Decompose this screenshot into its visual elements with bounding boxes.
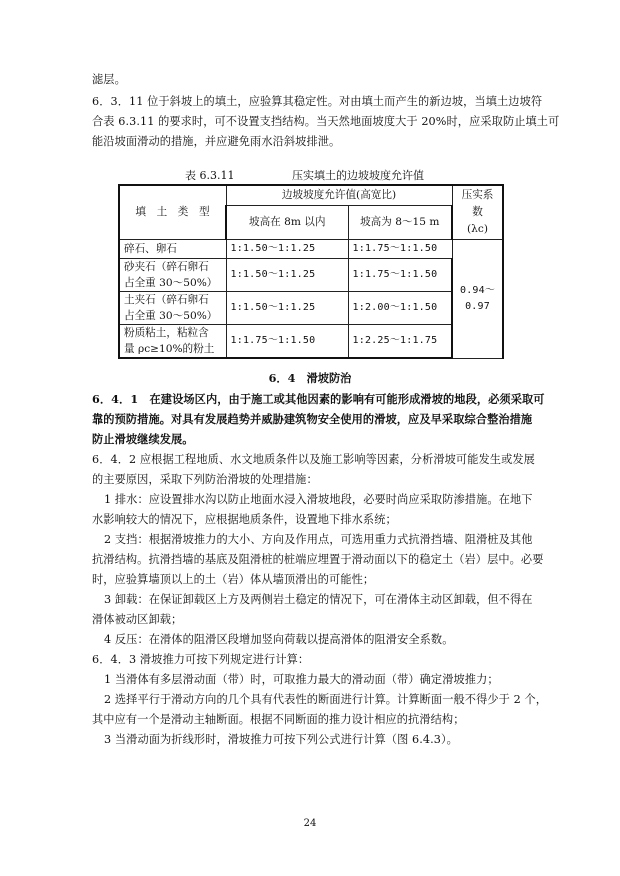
page-number: 24 [303,818,317,829]
header-coefficient [452,185,503,239]
table-cell-soil [119,324,226,358]
header-coefficient-label: 压实系数 [461,188,494,218]
section-title: 6．4 滑坡防治 [268,371,352,385]
soil-line: 粉质粘土，粘粒含 [124,326,209,339]
text-line: 合表 6.3.11 的要求时，可不设置支挡结构。当天然地面坡度大于 20%时，应采取防止填土可 [92,115,560,128]
soil-line: 占全重 30～50%） [124,309,218,322]
text-line: 4 反压：在滑体的阻滑区段增加竖向荷载以提高滑体的阻滑安全系数。 [104,633,454,646]
table-cell-soil [119,258,226,291]
table-cell-slope: 1:1.75～1:1.50 [226,324,348,358]
header-coefficient-symbol: (λc) [467,222,488,235]
table-number: 表 6.3.11 [185,169,235,182]
text-line: 防止滑坡继续发展。 [92,432,194,446]
text-line: 滑体被动区卸载； [92,613,183,626]
text-line: 6．4．2 应根据工程地质、水文地质条件以及施工影响等因素，分析滑坡可能发生或发展 [92,453,535,466]
table-cell-slope: 1:2.00～1:1.50 [348,291,452,324]
text-line: 2 选择平行于滑动方向的几个具有代表性的断面进行计算。计算断面一般不得少于 2 个， [104,693,548,706]
text-line: 抗滑结构。抗滑挡墙的基底及阻滑桩的桩端应埋置于滑动面以下的稳定土（岩）层中。必要 [92,553,544,566]
table-cell-slope: 1:1.75～1:1.50 [348,258,452,291]
text-line: 3 卸载：在保证卸载区上方及两侧岩土稳定的情况下，可在滑体主动区卸载，但不得在 [104,593,533,606]
header-height-8-15m: 坡高为 8～15 m [348,205,452,239]
table-cell-slope: 1:1.50～1:1.25 [226,258,348,291]
header-slope-group: 边坡坡度允许值(高宽比) [226,185,452,205]
soil-line: 土夹石（碎石卵石 [124,293,209,306]
text-line: 6．4．3 滑坡推力可按下列规定进行计算： [92,653,310,666]
text-line: 6．3．11 位于斜坡上的填土，应验算其稳定性。对由填土而产生的新边坡，当填土边坡符 [92,95,543,108]
text-line: 时，应验算墙顶以上的土（岩）体从墙顶滑出的可能性； [92,573,375,586]
slope-table [118,184,504,359]
text-line: 2 支挡：根据滑坡推力的大小、方向及作用点，可选用重力式抗滑挡墙、阻滑桩及其他 [104,533,533,546]
text-line: 靠的预防措施。对具有发展趋势并威胁建筑物安全使用的滑坡，应及早采取综合整治措施 [92,412,533,426]
text-line: 6．4．1 在建设场区内，由于施工或其他因素的影响有可能形成滑坡的地段，必须采取可 [92,392,545,406]
table-cell-soil: 碎石、卵石 [119,239,226,258]
text-line: 的主要原因，采取下列防治滑坡的处理措施： [92,473,318,486]
text-line: 其中应有一个是滑动主轴断面。根据不同断面的推力设计相应的抗滑结构； [92,713,465,726]
table-cell-slope: 1:1.75～1:1.50 [348,239,452,258]
table-cell-soil [119,291,226,324]
table-cell-coefficient [452,239,503,358]
table-cell-slope: 1:1.50～1:1.25 [226,239,348,258]
text-line: 1 排水：应设置排水沟以防止地面水浸入滑坡地段，必要时尚应采取防渗措施。在地下 [104,493,533,506]
table-title: 压实填土的边坡坡度允许值 [292,169,424,182]
coefficient-line: 0.97 [465,300,490,312]
soil-line: 量 ρc≥10%的粉土 [124,342,215,355]
coefficient-line: 0.94～ [459,284,496,296]
header-soil-type: 填 土 类 型 [119,185,226,239]
text-line: 1 当滑体有多层滑动面（带）时，可取推力最大的滑动面（带）确定滑坡推力； [104,673,499,686]
table-cell-slope: 1:2.25～1:1.75 [348,324,452,358]
text-line: 滤层。 [92,73,126,86]
table-cell-slope: 1:1.50～1:1.25 [226,291,348,324]
text-line: 水影响较大的情况下，应根据地质条件，设置地下排水系统； [92,513,397,526]
text-line: 能沿坡面滑动的措施，并应避免雨水沿斜坡排泄。 [92,135,341,148]
header-height-8m: 坡高在 8m 以内 [226,205,348,239]
soil-line: 砂夹石（碎石卵石 [124,260,209,273]
soil-line: 占全重 30～50%） [124,276,218,289]
text-line: 3 当滑动面为折线形时，滑坡推力可按下列公式进行计算（图 6.4.3）。 [104,733,458,746]
